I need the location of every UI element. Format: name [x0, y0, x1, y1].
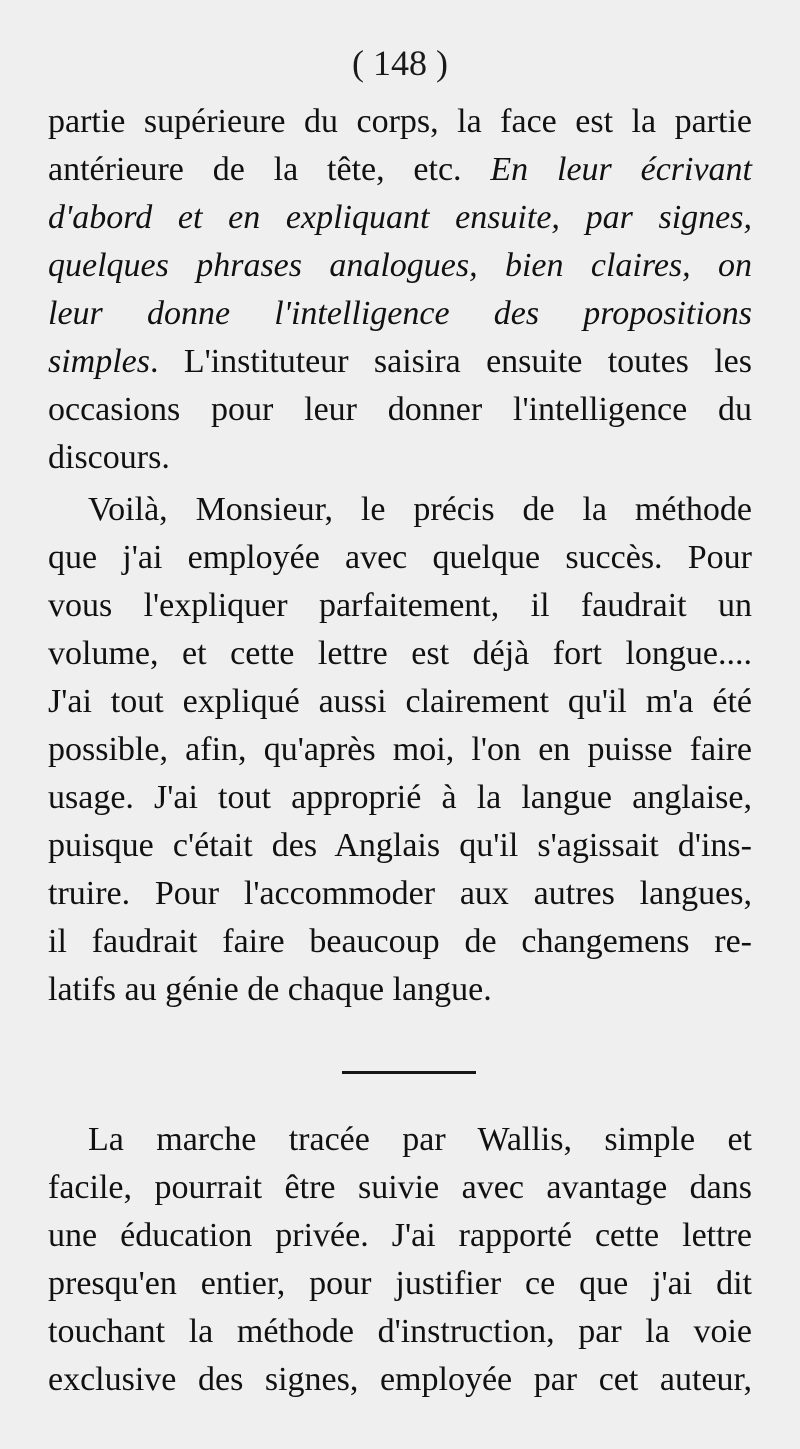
text-line: simples. L'instituteur saisira ensuite toutes les [48, 343, 752, 380]
page-number: ( 148 ) [352, 43, 448, 83]
text-line: exclusive des signes, employée par cet auteur, [48, 1361, 752, 1398]
text-line: truire. Pour l'accommoder aux autres langues, [48, 875, 752, 912]
text-line: facile, pourrait être suivie avec avantage dans [48, 1169, 752, 1206]
text-line: d'abord et en expliquant ensuite, par signes, [48, 199, 752, 236]
text-line: Voilà, Monsieur, le précis de la méthode [88, 491, 752, 528]
text-line: vous l'expliquer parfaitement, il faudrait un [48, 587, 752, 624]
text-line: puisque c'était des Anglais qu'il s'agissait d'ins- [48, 827, 752, 864]
text-line: occasions pour leur donner l'intelligence du [48, 391, 752, 428]
text-line: leur donne l'intelligence des propositions [48, 295, 752, 332]
text-line: presqu'en entier, pour justifier ce que j'ai dit [48, 1265, 752, 1302]
section-divider [342, 1071, 476, 1074]
text-line: volume, et cette lettre est déjà fort longue.... [48, 635, 752, 672]
text-line: J'ai tout expliqué aussi clairement qu'il m'a été [48, 683, 752, 720]
text-line: quelques phrases analogues, bien claires, on [48, 247, 752, 284]
text-line: il faudrait faire beaucoup de changemens re- [48, 923, 752, 960]
text-line: que j'ai employée avec quelque succès. Pour [48, 539, 752, 576]
text-line: une éducation privée. J'ai rapporté cette lettre [48, 1217, 752, 1254]
text-line: partie supérieure du corps, la face est la partie [48, 103, 752, 140]
text-line: usage. J'ai tout approprié à la langue anglaise, [48, 779, 752, 816]
text-line: antérieure de la tête, etc. En leur écrivant [48, 151, 753, 188]
text-line: touchant la méthode d'instruction, par la voie [48, 1313, 752, 1350]
text-line: discours. [48, 439, 170, 476]
text-line: latifs au génie de chaque langue. [48, 971, 492, 1008]
text-line: possible, afin, qu'après moi, l'on en puisse faire [48, 731, 752, 768]
text-line: La marche tracée par Wallis, simple et [88, 1121, 752, 1158]
